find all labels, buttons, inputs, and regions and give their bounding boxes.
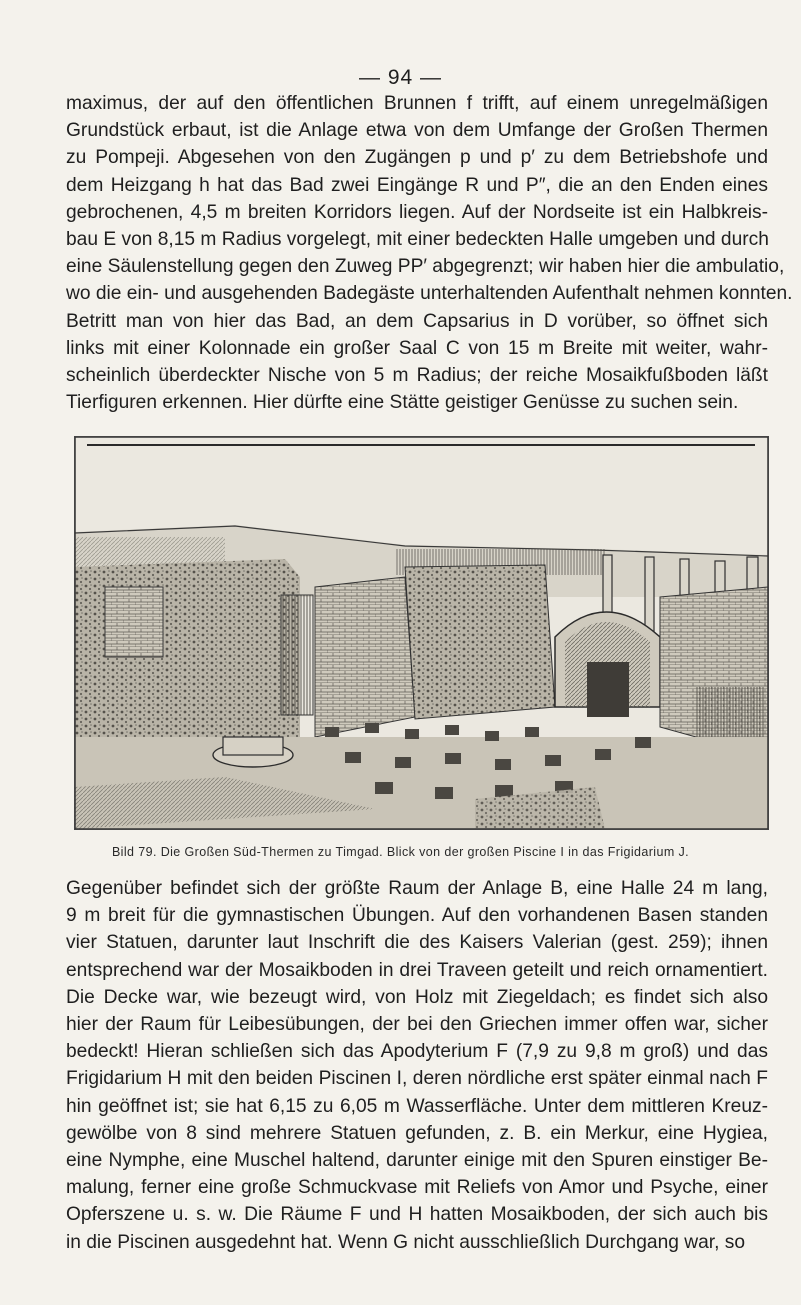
text-line: in die Piscinen ausgedehnt hat. Wenn G nicht ausschließlich Durchgang war, so bbox=[66, 1231, 746, 1253]
text-line: hin geöffnet ist; sie hat 6,15 zu 6,05 m Wasserfläche. Unter dem mittleren Kreuz- bbox=[66, 1095, 768, 1117]
text-line: eine Säulenstellung gegen den Zuweg PP′ abgegrenzt; wir haben hier die ambulatio, bbox=[66, 256, 785, 278]
text-line: bau E von 8,15 m Radius vorgelegt, mit einer bedeckten Halle umgeben und durch bbox=[66, 229, 769, 251]
paragraph-2 bbox=[66, 875, 768, 1256]
figure-ruins-illustration bbox=[74, 436, 769, 830]
text-line: hier der Raum für Leibesübungen, der bei den Griechen immer offen war, sicher bbox=[66, 1014, 768, 1036]
figure-caption: Bild 79. Die Großen Süd-Thermen zu Timgad. Blick von der großen Piscine I in das Frigidarium J. bbox=[111, 845, 690, 859]
text-line: Betritt man von hier das Bad, an dem Capsarius in D vorüber, so öffnet sich bbox=[66, 310, 768, 332]
text-line: Opferszene u. s. w. Die Räume F und H hatten Mosaikboden, der sich auch bis bbox=[66, 1204, 768, 1226]
text-line: Frigidarium H mit den beiden Piscinen I, deren nördliche erst später einmal nach F bbox=[66, 1068, 768, 1090]
text-line: bedeckt! Hieran schließen sich das Apodyterium F (7,9 zu 9,8 m groß) und das bbox=[66, 1041, 768, 1063]
text-line: dem Heizgang h hat das Bad zwei Eingänge R und P″, die an den Enden eines bbox=[66, 174, 768, 196]
text-line: zu Pompeji. Abgesehen von den Zugängen p und p′ zu dem Betriebshofe und bbox=[66, 147, 768, 169]
text-line: Gegenüber befindet sich der größte Raum der Anlage B, eine Halle 24 m lang, bbox=[66, 878, 768, 899]
text-line: gewölbe von 8 sind mehrere Statuen gefunden, z. B. ein Merkur, eine Hygiea, bbox=[66, 1122, 768, 1144]
text-line: Grundstück erbaut, ist die Anlage etwa von dem Umfange der Großen Thermen bbox=[66, 120, 768, 142]
text-line: malung, ferner eine große Schmuckvase mit Reliefs von Amor und Psyche, einer bbox=[66, 1177, 768, 1199]
page-number: — 94 — bbox=[358, 66, 443, 89]
text-line: wo die ein- und ausgehenden Badegäste unterhaltenden Aufenthalt nehmen konnten. bbox=[66, 283, 793, 305]
text-line: vier Statuen, darunter laut Inschrift die des Kaisers Valerian (gest. 259); ihnen bbox=[66, 932, 768, 954]
ruins-engraving-icon bbox=[75, 437, 768, 829]
text-line: eine Nymphe, eine Muschel haltend, darunter einige mit den Spuren einstiger Be- bbox=[66, 1150, 768, 1172]
paragraph-1 bbox=[66, 90, 793, 416]
text-line: Die Decke war, wie bezeugt wird, von Holz mit Ziegeldach; es findet sich also bbox=[66, 986, 768, 1008]
text-line: 9 m breit für die gymnastischen Übungen. Auf den vorhandenen Basen standen bbox=[66, 905, 768, 927]
text-line: maximus, der auf den öffentlichen Brunnen f trifft, auf einem unregelmäßigen bbox=[66, 93, 768, 114]
text-line: scheinlich überdeckter Nische von 5 m Radius; der reiche Mosaikfußboden läßt bbox=[66, 365, 768, 387]
text-line: entsprechend war der Mosaikboden in drei Traveen geteilt und reich ornamentiert. bbox=[66, 959, 768, 981]
text-line: gebrochenen, 4,5 m breiten Korridors liegen. Auf der Nordseite ist ein Halbkreis- bbox=[66, 201, 768, 223]
text-line: links mit einer Kolonnade ein großer Saal C von 15 m Breite mit weiter, wahr- bbox=[66, 337, 768, 359]
text-line: Tierfiguren erkennen. Hier dürfte eine Stätte geistiger Genüsse zu suchen sein. bbox=[66, 392, 739, 414]
